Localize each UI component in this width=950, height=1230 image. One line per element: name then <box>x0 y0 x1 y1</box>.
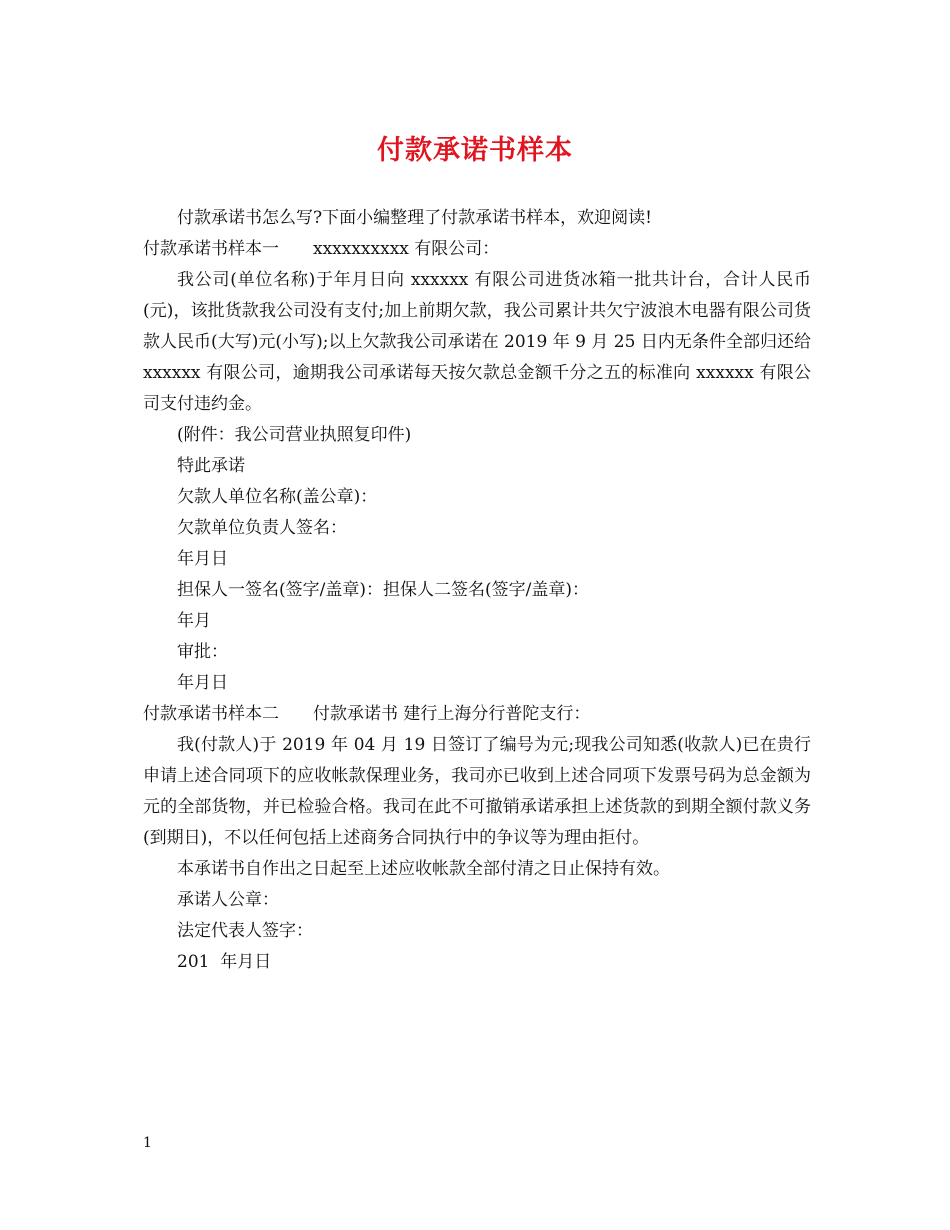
sample1-approval-date-line: 年月日 <box>177 673 228 693</box>
sample2-date-line: 201 年月日 <box>177 952 272 972</box>
document-body <box>143 203 811 978</box>
page-number: 1 <box>143 1135 152 1151</box>
sample1-month-line: 年月 <box>177 611 211 631</box>
sample1-pledge-line: 特此承诺 <box>177 456 245 476</box>
sample1-debtor-signer-line: 欠款单位负责人签名： <box>177 518 347 538</box>
sample1-approval-line: 审批： <box>177 642 228 662</box>
document-title: 付款承诺书样本 <box>377 135 573 166</box>
sample1-body-paragraph: 我公司(单位名称)于年月日向 xxxxxx 有限公司进货冰箱一批共计台，合计人民币(元)，该批货款我公司没有支付;加上前期欠款，我公司累计共欠宁波浪木电器有限公司货款人民币(大写)元(小写);以上欠款我公司承诺在 2019 年 9 月 25 日内无条件全部归还给 xxxxxx 有限公司，逾期我公司承诺每天按欠款总金额千分之五的标准向 xxxxxx 有限公司支付违约金。 <box>143 270 811 414</box>
sample2-representative-line: 法定代表人签字： <box>177 921 313 941</box>
sample2-validity-paragraph: 本承诺书自作出之日起至上述应收帐款全部付清之日止保持有效。 <box>177 859 670 879</box>
sample1-heading-line <box>143 234 811 265</box>
sample1-attachment-line: (附件：我公司营业执照复印件) <box>177 425 412 445</box>
sample2-addressee: 建行上海分行普陀支行： <box>403 704 591 724</box>
sample1-debtor-name-line: 欠款人单位名称(盖公章)： <box>177 487 378 507</box>
sample2-body-paragraph: 我(付款人)于 2019 年 04 月 19 日签订了编号为元;现我公司知悉(收款人)已在贵行申请上述合同项下的应收帐款保理业务，我司亦已收到上述合同项下发票号码为总金额为元的全部货物，并已检验合格。我司在此不可撤销承诺承担上述货款的到期全额付款义务(到期日)，不以任何包括上述商务合同执行中的争议等为理由拒付。 <box>143 735 811 848</box>
sample2-heading-line <box>143 699 811 730</box>
sample1-date-line: 年月日 <box>177 549 228 569</box>
sample1-guarantor-line: 担保人一签名(签字/盖章)：担保人二签名(签字/盖章)： <box>177 580 589 600</box>
sample2-seal-line: 承诺人公章： <box>177 890 279 910</box>
intro-paragraph: 付款承诺书怎么写?下面小编整理了付款承诺书样本，欢迎阅读! <box>177 208 652 228</box>
sample2-subheading: 付款承诺书 <box>313 704 398 724</box>
sample2-heading: 付款承诺书样本二 <box>143 704 279 724</box>
sample1-heading: 付款承诺书样本一 <box>143 239 279 259</box>
sample1-addressee: xxxxxxxxxx 有限公司： <box>313 239 500 259</box>
